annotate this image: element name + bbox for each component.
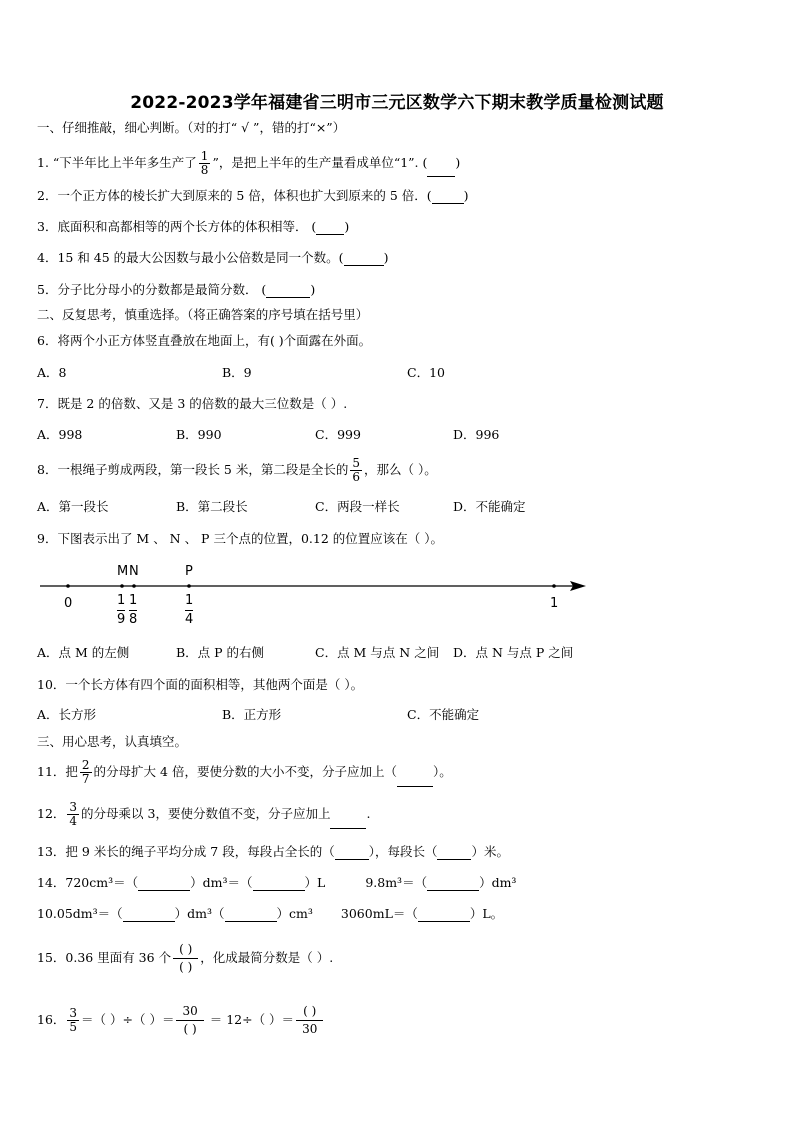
fraction-5-6: $\frac{5}{6}$	[352, 456, 360, 484]
answer-blank[interactable]	[138, 877, 190, 891]
option-10c[interactable]: C．不能确定	[407, 707, 480, 722]
option-9d[interactable]: D．点 N 与点 P 之间	[453, 645, 574, 660]
option-7d[interactable]: D．996	[453, 427, 500, 442]
option-8c[interactable]: C．两段一样长	[315, 499, 400, 514]
option-10a[interactable]: A．长方形	[37, 707, 97, 722]
label-m: M	[117, 564, 129, 579]
option-6a[interactable]: A．8	[37, 365, 67, 380]
question-10: 10．一个长方体有四个面的面积相等，其他两个面是（ ）。	[37, 677, 364, 692]
section-1-heading: 一、仔细推敲，细心判断。（对的打“ √ ”，错的打“×”）	[37, 120, 346, 135]
point-zero	[66, 584, 70, 588]
option-9a[interactable]: A．点 M 的左侧	[37, 645, 130, 660]
label-p: P	[185, 564, 193, 579]
answer-blank[interactable]	[432, 190, 464, 204]
point-n	[132, 584, 136, 588]
question-16: 16． $\frac{3}{5}$ ＝（ ）÷（ ）＝ $\frac{30}{( )}$ ＝ 12÷（ ）＝ $\frac{( )}{30}$	[37, 1000, 325, 1040]
question-3: 3．底面积和高都相等的两个长方体的体积相等． ( )	[37, 219, 350, 234]
option-7a[interactable]: A．998	[37, 427, 83, 442]
option-8b[interactable]: B．第二段长	[176, 499, 248, 514]
question-13: 13．把 9 米长的绳子平均分成 7 段，每段占全长的（ ），每段长（ ）米。	[37, 844, 509, 859]
option-7b[interactable]: B．990	[176, 427, 222, 442]
section-3-heading: 三、用心思考，认真填空。	[37, 734, 188, 749]
point-one	[552, 584, 556, 588]
fraction-blank[interactable]: $\frac{( )}{( )}$	[173, 941, 198, 976]
option-7c[interactable]: C．999	[315, 427, 361, 442]
question-14: 14．720cm³＝（ ）dm³＝（ ）L 9.8m³＝（ ）dm³	[37, 875, 517, 890]
answer-blank[interactable]	[253, 877, 305, 891]
fraction-3-5: $\frac{3}{5}$	[69, 1006, 78, 1034]
label-frac-1-9: 1 9	[117, 593, 126, 627]
answer-blank[interactable]	[397, 773, 433, 787]
fraction-2-7: $\frac{2}{7}$	[81, 758, 90, 786]
question-12: 12． $\frac{3}{4}$ 的分母乘以 3，要使分数值不变，分子应加上 .	[37, 800, 371, 828]
point-m	[120, 584, 124, 588]
question-8: 8．一根绳子剪成两段，第一段长 5 米，第二段是全长的 $\frac{5}{6}$ ，那么（ ）。	[37, 456, 437, 484]
answer-blank[interactable]	[344, 252, 384, 266]
answer-blank[interactable]	[330, 815, 366, 829]
answer-blank[interactable]	[316, 221, 344, 235]
label-frac-1-8: 1 8	[129, 593, 138, 627]
answer-blank[interactable]	[427, 877, 479, 891]
question-9: 9．下图表示出了 M 、 N 、 P 三个点的位置，0.12 的位置应该在（ ）。	[37, 531, 443, 546]
option-10b[interactable]: B．正方形	[222, 707, 282, 722]
question-14-part-2: 10.05dm³＝（ ）dm³（ ）cm³ 3060mL＝（ ）L。	[37, 906, 504, 921]
option-8a[interactable]: A．第一段长	[37, 499, 109, 514]
question-6: 6．将两个小正方体竖直叠放在地面上，有( )个面露在外面。	[37, 333, 372, 348]
fraction-30-blank[interactable]: $\frac{30}{( )}$	[176, 1003, 203, 1038]
answer-blank[interactable]	[266, 284, 310, 298]
answer-blank[interactable]	[418, 908, 470, 922]
point-p	[187, 584, 191, 588]
number-line	[40, 564, 592, 640]
answer-blank[interactable]	[225, 908, 277, 922]
answer-blank[interactable]	[427, 163, 455, 177]
fraction-3-4: $\frac{3}{4}$	[69, 800, 78, 828]
label-n: N	[129, 564, 139, 579]
label-zero: 0	[64, 596, 73, 611]
question-15: 15．0.36 里面有 36 个 $\frac{( )}{( )}$ ，化成最简分数是（ ）.	[37, 942, 334, 974]
option-9c[interactable]: C．点 M 与点 N 之间	[315, 645, 440, 660]
question-7: 7．既是 2 的倍数、又是 3 的倍数的最大三位数是（ ）.	[37, 396, 348, 411]
label-frac-1-4: 1 4	[185, 593, 194, 627]
option-6c[interactable]: C．10	[407, 365, 445, 380]
option-6b[interactable]: B．9	[222, 365, 252, 380]
answer-blank[interactable]	[335, 846, 369, 860]
answer-blank[interactable]	[123, 908, 175, 922]
question-4: 4．15 和 45 的最大公因数与最小公倍数是同一个数。( )	[37, 250, 389, 265]
label-one: 1	[550, 596, 559, 611]
question-5: 5．分子比分母小的分数都是最简分数． ( )	[37, 282, 316, 297]
answer-blank[interactable]	[437, 846, 471, 860]
fraction-blank-30[interactable]: $\frac{( )}{30}$	[296, 1003, 323, 1038]
section-2-heading: 二、反复思考，慎重选择。（将正确答案的序号填在括号里）	[37, 307, 369, 322]
option-8d[interactable]: D．不能确定	[453, 499, 526, 514]
page-title: 2022-2023学年福建省三明市三元区数学六下期末教学质量检测试题	[130, 93, 664, 113]
option-9b[interactable]: B．点 P 的右侧	[176, 645, 265, 660]
question-11: 11．把 $\frac{2}{7}$ 的分母扩大 4 倍，要使分数的大小不变，分子应加上（ ）。	[37, 758, 452, 786]
question-1: 1. “下半年比上半年多生产了 $\frac{1}{8}$ ”，是把上半年的生产量看成单位“1”. ( )	[37, 149, 461, 177]
question-2: 2．一个正方体的棱长扩大到原来的 5 倍，体积也扩大到原来的 5 倍．( )	[37, 188, 469, 203]
fraction-1-8: $\frac{1}{8}$	[200, 149, 209, 177]
